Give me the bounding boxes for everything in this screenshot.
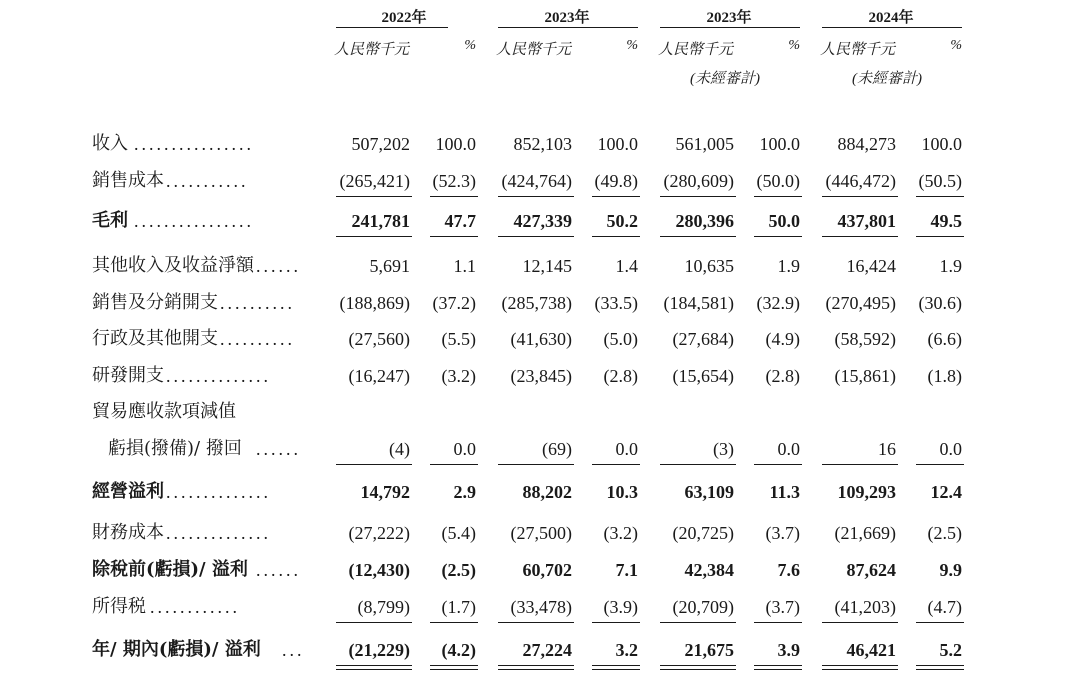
cell-value: 241,781 <box>351 211 410 231</box>
subtotal-rule <box>498 196 574 197</box>
total-double-rule <box>754 665 802 670</box>
cell-value: (50.0) <box>756 171 800 191</box>
cell-value: 14,792 <box>360 482 410 502</box>
cell-value: (265,421) <box>339 171 410 191</box>
leader-dots: ................ <box>134 211 254 231</box>
cell-value: (270,495) <box>825 293 896 313</box>
leader-dots: ...... <box>256 560 301 580</box>
subtotal-rule <box>430 196 478 197</box>
cell-value: (3.7) <box>765 597 800 617</box>
unit-header-2023-unaudited: 人民幣千元 <box>658 42 734 58</box>
cell-value: (21,669) <box>834 523 896 543</box>
subtotal-rule <box>916 464 964 465</box>
cell-value: (2.5) <box>441 560 476 580</box>
cell-value: 1.4 <box>615 256 638 276</box>
cell-value: (49.8) <box>594 171 638 191</box>
cell-value: 16,424 <box>846 256 896 276</box>
total-double-rule <box>592 665 640 670</box>
subtotal-rule <box>498 464 574 465</box>
row-label: 其他收入及收益淨額 <box>92 255 254 276</box>
cell-value: (32.9) <box>756 293 800 313</box>
cell-value: (15,654) <box>672 366 734 386</box>
subtotal-rule <box>754 622 802 623</box>
cell-value: 280,396 <box>675 211 734 231</box>
leader-dots: ...... <box>256 439 301 459</box>
cell-value: (3.7) <box>765 523 800 543</box>
unaudited-note-2023: (未經審計) <box>690 71 760 87</box>
row-label: 銷售及分銷開支 <box>92 292 218 313</box>
subtotal-rule <box>822 464 898 465</box>
subtotal-rule <box>498 622 574 623</box>
cell-value: 437,801 <box>837 211 896 231</box>
cell-value: 10.3 <box>606 482 638 502</box>
cell-value: 1.1 <box>453 256 476 276</box>
cell-value: 561,005 <box>675 134 734 154</box>
row-label: 貿易應收款項減值 <box>92 401 236 422</box>
cell-value: 109,293 <box>837 482 896 502</box>
cell-value: (58,592) <box>834 329 896 349</box>
cell-value: 1.9 <box>939 256 962 276</box>
subtotal-rule <box>430 622 478 623</box>
cell-value: (1.8) <box>927 366 962 386</box>
row-label: 所得税 <box>92 596 146 617</box>
table-row <box>0 253 1080 283</box>
subtotal-rule <box>592 236 640 237</box>
cell-value: 27,224 <box>522 640 572 660</box>
cell-value: (4.7) <box>927 597 962 617</box>
cell-value: 10,635 <box>684 256 734 276</box>
row-label: 年/ 期內(虧損)/ 溢利 <box>92 639 261 660</box>
leader-dots: .............. <box>166 523 271 543</box>
subtotal-rule <box>822 236 898 237</box>
table-row <box>0 479 1080 509</box>
year-header-2023-unaudited: 2023年 <box>706 10 752 26</box>
table-row <box>0 290 1080 320</box>
cell-value: (27,222) <box>348 523 410 543</box>
cell-value: (6.6) <box>927 329 962 349</box>
year-underline-2024 <box>822 27 962 28</box>
total-double-rule <box>660 665 736 670</box>
subtotal-rule <box>660 464 736 465</box>
cell-value: (12,430) <box>348 560 410 580</box>
subtotal-rule <box>822 622 898 623</box>
table-row <box>0 520 1080 550</box>
row-label: 收入 <box>92 133 128 154</box>
cell-value: (30.6) <box>918 293 962 313</box>
cell-value: (23,845) <box>510 366 572 386</box>
year-header-2024: 2024年 <box>868 10 914 26</box>
pct-header-2023-unaudited: % <box>788 38 800 53</box>
cell-value: (21,229) <box>348 640 410 660</box>
row-label: 除稅前(虧損)/ 溢利 <box>92 559 248 580</box>
subtotal-rule <box>336 464 412 465</box>
leader-dots: ............ <box>150 597 240 617</box>
pct-header-2024: % <box>950 38 962 53</box>
leader-dots: .............. <box>166 366 271 386</box>
table-row <box>0 363 1080 393</box>
cell-value: (3.2) <box>603 523 638 543</box>
cell-value: (5.0) <box>603 329 638 349</box>
cell-value: (41,203) <box>834 597 896 617</box>
table-row <box>0 168 1080 198</box>
year-underline-2022 <box>336 27 448 28</box>
subtotal-rule <box>660 622 736 623</box>
cell-value: (37.2) <box>432 293 476 313</box>
cell-value: 50.0 <box>768 211 800 231</box>
cell-value: (4.2) <box>441 640 476 660</box>
cell-value: (69) <box>542 439 572 459</box>
cell-value: 427,339 <box>513 211 572 231</box>
cell-value: (4.9) <box>765 329 800 349</box>
cell-value: 11.3 <box>769 482 800 502</box>
table-row <box>0 436 1080 466</box>
cell-value: 42,384 <box>684 560 734 580</box>
cell-value: 49.5 <box>930 211 962 231</box>
row-label: 銷售成本 <box>92 170 164 191</box>
cell-value: 507,202 <box>351 134 410 154</box>
cell-value: (52.3) <box>432 171 476 191</box>
cell-value: (184,581) <box>663 293 734 313</box>
leader-dots: ...... <box>256 256 301 276</box>
cell-value: 100.0 <box>921 134 962 154</box>
subtotal-rule <box>336 196 412 197</box>
subtotal-rule <box>336 622 412 623</box>
cell-value: (3.9) <box>603 597 638 617</box>
subtotal-rule <box>916 196 964 197</box>
subtotal-rule <box>660 236 736 237</box>
cell-value: 12,145 <box>522 256 572 276</box>
cell-value: (15,861) <box>834 366 896 386</box>
total-double-rule <box>822 665 898 670</box>
row-label: 財務成本 <box>92 522 164 543</box>
cell-value: (424,764) <box>501 171 572 191</box>
cell-value: 12.4 <box>930 482 962 502</box>
cell-value: 21,675 <box>684 640 734 660</box>
leader-dots: .......... <box>220 293 295 313</box>
cell-value: (5.5) <box>441 329 476 349</box>
row-label: 行政及其他開支 <box>92 328 218 349</box>
cell-value: 46,421 <box>846 640 896 660</box>
cell-value: (20,709) <box>672 597 734 617</box>
pct-header-2022: % <box>464 38 476 53</box>
cell-value: 0.0 <box>939 439 962 459</box>
table-row <box>0 557 1080 587</box>
cell-value: (2.8) <box>603 366 638 386</box>
cell-value: 100.0 <box>435 134 476 154</box>
subtotal-rule <box>430 464 478 465</box>
cell-value: (33.5) <box>594 293 638 313</box>
cell-value: (16,247) <box>348 366 410 386</box>
year-underline-2023 <box>498 27 638 28</box>
cell-value: (27,560) <box>348 329 410 349</box>
cell-value: (446,472) <box>825 171 896 191</box>
cell-value: 1.9 <box>777 256 800 276</box>
total-double-rule <box>430 665 478 670</box>
cell-value: (27,684) <box>672 329 734 349</box>
cell-value: (20,725) <box>672 523 734 543</box>
cell-value: 100.0 <box>759 134 800 154</box>
row-label: 經營溢利 <box>92 481 164 502</box>
cell-value: 63,109 <box>684 482 734 502</box>
subtotal-rule <box>754 196 802 197</box>
cell-value: 3.2 <box>615 640 638 660</box>
cell-value: 3.9 <box>777 640 800 660</box>
row-label: 研發開支 <box>92 365 164 386</box>
cell-value: 5.2 <box>939 640 962 660</box>
cell-value: 0.0 <box>615 439 638 459</box>
cell-value: (2.5) <box>927 523 962 543</box>
total-double-rule <box>336 665 412 670</box>
cell-value: (188,869) <box>339 293 410 313</box>
row-label: 毛利 <box>92 210 128 231</box>
table-row <box>0 399 1080 429</box>
total-double-rule <box>916 665 964 670</box>
subtotal-rule <box>592 622 640 623</box>
cell-value: (280,609) <box>663 171 734 191</box>
leader-dots: .......... <box>220 329 295 349</box>
cell-value: 87,624 <box>846 560 896 580</box>
cell-value: 2.9 <box>453 482 476 502</box>
unit-header-2024: 人民幣千元 <box>820 42 896 58</box>
cell-value: 884,273 <box>837 134 896 154</box>
cell-value: (41,630) <box>510 329 572 349</box>
leader-dots: ... <box>282 640 305 660</box>
subtotal-rule <box>916 622 964 623</box>
leader-dots: ................ <box>134 134 254 154</box>
table-row <box>0 208 1080 238</box>
cell-value: 47.7 <box>444 211 476 231</box>
subtotal-rule <box>822 196 898 197</box>
cell-value: 60,702 <box>522 560 572 580</box>
cell-value: (1.7) <box>441 597 476 617</box>
table-row <box>0 637 1080 667</box>
year-header-2022: 2022年 <box>381 10 427 26</box>
cell-value: 0.0 <box>777 439 800 459</box>
cell-value: (2.8) <box>765 366 800 386</box>
unit-header-2022: 人民幣千元 <box>334 42 410 58</box>
unaudited-note-2024: (未經審計) <box>852 71 922 87</box>
total-double-rule <box>498 665 574 670</box>
leader-dots: ........... <box>166 171 249 191</box>
cell-value: (3) <box>713 439 734 459</box>
cell-value: 5,691 <box>369 256 410 276</box>
cell-value: 9.9 <box>939 560 962 580</box>
cell-value: (285,738) <box>501 293 572 313</box>
table-row <box>0 326 1080 356</box>
subtotal-rule <box>754 464 802 465</box>
leader-dots: .............. <box>166 482 271 502</box>
year-header-2023: 2023年 <box>544 10 590 26</box>
subtotal-rule <box>592 196 640 197</box>
cell-value: (8,799) <box>357 597 410 617</box>
subtotal-rule <box>754 236 802 237</box>
cell-value: 7.6 <box>777 560 800 580</box>
cell-value: 88,202 <box>522 482 572 502</box>
subtotal-rule <box>916 236 964 237</box>
cell-value: (5.4) <box>441 523 476 543</box>
unit-header-2023: 人民幣千元 <box>496 42 572 58</box>
cell-value: 50.2 <box>606 211 638 231</box>
subtotal-rule <box>498 236 574 237</box>
cell-value: 100.0 <box>597 134 638 154</box>
cell-value: (3.2) <box>441 366 476 386</box>
subtotal-rule <box>592 464 640 465</box>
cell-value: 852,103 <box>513 134 572 154</box>
cell-value: (50.5) <box>918 171 962 191</box>
cell-value: 16 <box>878 439 896 459</box>
cell-value: (33,478) <box>510 597 572 617</box>
cell-value: (4) <box>389 439 410 459</box>
cell-value: (27,500) <box>510 523 572 543</box>
table-row <box>0 131 1080 161</box>
table-row <box>0 594 1080 624</box>
year-underline-2023-unaudited <box>660 27 800 28</box>
subtotal-rule <box>336 236 412 237</box>
row-label: 虧損(撥備)/ 撥回 <box>108 438 242 459</box>
pct-header-2023: % <box>626 38 638 53</box>
subtotal-rule <box>430 236 478 237</box>
cell-value: 0.0 <box>453 439 476 459</box>
cell-value: 7.1 <box>615 560 638 580</box>
subtotal-rule <box>660 196 736 197</box>
